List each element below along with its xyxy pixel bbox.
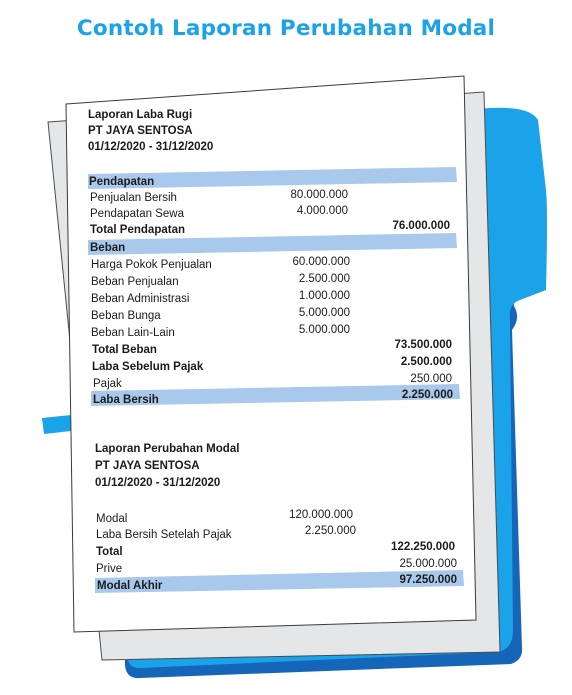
equity-header-title: Laporan Perubahan Modal [95, 443, 240, 455]
income-header-title: Laporan Laba Rugi [88, 109, 193, 121]
prive-value: 25.000.000 [399, 558, 457, 570]
pendapatan-sewa-value: 4.000.000 [296, 205, 348, 217]
equity-header-period: 01/12/2020 - 31/12/2020 [95, 477, 221, 489]
modal-label: Modal [96, 513, 128, 525]
total-beban-value: 73.500.000 [394, 339, 452, 351]
total-pendapatan-value: 76.000.000 [392, 220, 450, 232]
total-value: 122.250.000 [391, 541, 455, 553]
equity-header-company: PT JAYA SENTOSA [95, 460, 200, 472]
page-title: Contoh Laporan Perubahan Modal [76, 16, 496, 41]
modal-akhir-label: Modal Akhir [97, 580, 163, 592]
pajak-value: 250.000 [410, 373, 452, 385]
beban-item-label: Beban Lain-Lain [91, 327, 175, 339]
beban-item-value: 5.000.000 [298, 324, 350, 336]
income-header-period: 01/12/2020 - 31/12/2020 [88, 141, 214, 153]
beban-item-value: 60.000.000 [292, 256, 350, 268]
income-header-company: PT JAYA SENTOSA [88, 125, 193, 137]
penjualan-bersih-value: 80.000.000 [290, 189, 348, 201]
beban-item-value: 1.000.000 [298, 290, 350, 302]
beban-item-label: Beban Penjualan [91, 276, 179, 288]
pendapatan-sewa-label: Pendapatan Sewa [90, 208, 184, 220]
laba-sebelum-pajak-value: 2.500.000 [400, 356, 452, 368]
beban-label: Beban [90, 242, 126, 254]
beban-item-label: Beban Administrasi [91, 293, 190, 305]
laba-setelah-pajak-value: 2.250.000 [304, 525, 356, 537]
beban-item-value: 5.000.000 [298, 307, 350, 319]
laba-bersih-label: Laba Bersih [93, 394, 159, 406]
total-label: Total [96, 546, 123, 558]
pajak-label: Pajak [93, 378, 122, 390]
laba-sebelum-pajak-label: Laba Sebelum Pajak [92, 361, 204, 373]
beban-item-label: Beban Bunga [91, 310, 161, 322]
laba-bersih-value: 2.250.000 [401, 389, 453, 401]
pendapatan-label: Pendapatan [89, 176, 155, 188]
modal-akhir-value: 97.250.000 [399, 574, 457, 586]
beban-item-value: 2.500.000 [298, 273, 350, 285]
total-pendapatan-label: Total Pendapatan [90, 224, 185, 236]
penjualan-bersih-label: Penjualan Bersih [90, 192, 177, 204]
modal-value: 120.000.000 [289, 509, 353, 521]
prive-label: Prive [96, 563, 123, 575]
beban-item-label: Harga Pokok Penjualan [91, 259, 212, 271]
total-beban-label: Total Beban [92, 344, 157, 356]
laba-setelah-pajak-label: Laba Bersih Setelah Pajak [96, 529, 232, 541]
